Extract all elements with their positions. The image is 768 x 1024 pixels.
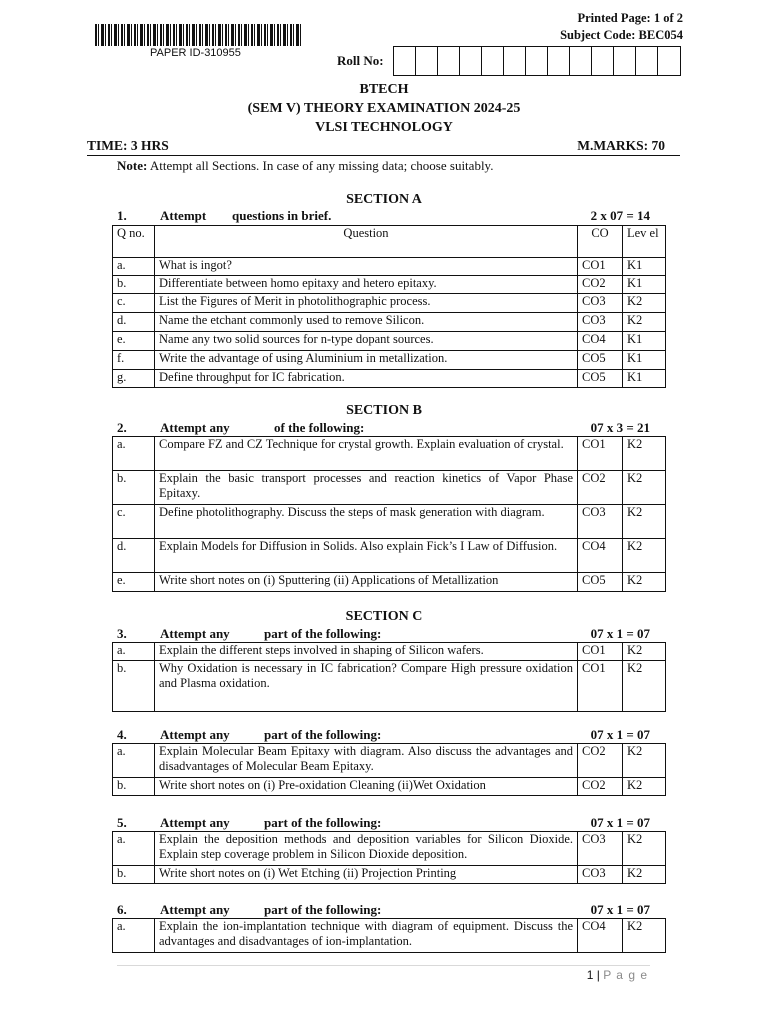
row-qno: b. (113, 276, 155, 294)
row-level: K2 (623, 505, 666, 539)
row-level: K2 (623, 778, 666, 796)
col-qno: Q no. (113, 226, 155, 258)
instruction-part-2: part of the following: (264, 815, 382, 830)
table-row (113, 313, 666, 332)
col-question: Question (155, 226, 578, 258)
paper-id: PAPER ID-310955 (150, 47, 241, 59)
table-row (113, 661, 666, 712)
section-marks: 07 x 3 = 21 (590, 420, 650, 435)
row-question: Define photolithography. Discuss the steps of mask generation with diagram. (155, 505, 578, 539)
section-c-title: SECTION C (345, 609, 423, 624)
row-question: Explain the different steps involved in shaping of Silicon wafers. (155, 643, 578, 661)
row-co: CO1 (578, 258, 623, 276)
question-number: 6. (117, 902, 127, 917)
roll-number-boxes (393, 46, 681, 76)
table-header-row (113, 226, 666, 258)
row-question: Write short notes on (i) Pre-oxidation Cleaning (ii)Wet Oxidation (155, 778, 578, 796)
instruction-part-1: Attempt any (160, 420, 230, 435)
row-co: CO5 (578, 573, 623, 592)
row-level: K2 (623, 832, 666, 866)
row-level: K2 (623, 573, 666, 592)
row-question: Define throughput for IC fabrication. (155, 370, 578, 388)
page-number: 1 (586, 968, 594, 982)
instruction-part-2: of the following: (274, 420, 365, 435)
page-separator: | (596, 968, 600, 982)
row-co: CO1 (578, 661, 623, 712)
roll-label: Roll No: (337, 53, 384, 68)
row-co: CO2 (578, 778, 623, 796)
table-row (113, 471, 666, 505)
row-question: Write short notes on (i) Sputtering (ii) Applications of Metallization (155, 573, 578, 592)
instruction-part-2: part of the following: (264, 727, 382, 742)
instruction-part-1: Attempt any (160, 815, 230, 830)
footer-divider (117, 965, 650, 966)
question-number: 2. (117, 420, 127, 435)
question-number: 3. (117, 626, 127, 641)
instruction-part-2: part of the following: (264, 902, 382, 917)
row-co: CO4 (578, 919, 623, 953)
table-row (113, 351, 666, 370)
row-question: Explain Molecular Beam Epitaxy with diagram. Also discuss the advantages and disadvantages of Molecular Beam Epitaxy. (155, 744, 578, 778)
row-level: K2 (623, 313, 666, 332)
row-qno: c. (113, 505, 155, 539)
row-co: CO3 (578, 832, 623, 866)
question-number: 1. (117, 208, 127, 223)
row-question: Name the etchant commonly used to remove Silicon. (155, 313, 578, 332)
row-co: CO3 (578, 505, 623, 539)
row-question: What is ingot? (155, 258, 578, 276)
row-qno: a. (113, 258, 155, 276)
row-level: K1 (623, 351, 666, 370)
row-co: CO3 (578, 294, 623, 313)
row-question: Explain the basic transport processes and reaction kinetics of Vapor Phase Epitaxy. (155, 471, 578, 505)
row-qno: a. (113, 919, 155, 953)
row-question: Explain Models for Diffusion in Solids. Also explain Fick’s I Law of Diffusion. (155, 539, 578, 573)
barcode (95, 24, 303, 46)
table-row (113, 276, 666, 294)
table-row (113, 505, 666, 539)
row-qno: g. (113, 370, 155, 388)
section-marks: 2 x 07 = 14 (590, 208, 650, 223)
section-b-title: SECTION B (346, 403, 422, 418)
row-level: K2 (623, 437, 666, 471)
table-row (113, 370, 666, 388)
section-a-table (112, 225, 666, 388)
row-level: K2 (623, 866, 666, 884)
table-row (113, 643, 666, 661)
q4-table (112, 743, 666, 796)
row-qno: b. (113, 471, 155, 505)
subject-title: VLSI TECHNOLOGY (315, 120, 453, 135)
row-question: Write short notes on (i) Wet Etching (ii) Projection Printing (155, 866, 578, 884)
program-title: BTECH (359, 82, 409, 97)
instruction-part-1: Attempt any (160, 727, 230, 742)
row-level: K1 (623, 258, 666, 276)
max-marks: M.MARKS: 70 (577, 138, 665, 153)
instruction-part-1: Attempt (160, 208, 207, 223)
row-question: Why Oxidation is necessary in IC fabrication? Compare High pressure oxidation and Plasma oxidation. (155, 661, 578, 712)
section-marks: 07 x 1 = 07 (590, 727, 650, 742)
q6-table (112, 918, 666, 953)
row-qno: b. (113, 661, 155, 712)
row-qno: c. (113, 294, 155, 313)
col-co: CO (578, 226, 623, 258)
page-footer (587, 968, 648, 982)
table-row (113, 573, 666, 592)
note-label: Note: (117, 158, 148, 173)
row-qno: a. (113, 832, 155, 866)
question-number: 4. (117, 727, 127, 742)
q3-table (112, 642, 666, 712)
section-a-title: SECTION A (346, 192, 422, 207)
header-divider (87, 155, 680, 156)
row-co: CO2 (578, 276, 623, 294)
row-qno: f. (113, 351, 155, 370)
row-qno: d. (113, 539, 155, 573)
table-row (113, 294, 666, 313)
row-question: Write the advantage of using Aluminium in metallization. (155, 351, 578, 370)
row-qno: a. (113, 437, 155, 471)
row-level: K2 (623, 661, 666, 712)
row-level: K1 (623, 276, 666, 294)
row-co: CO2 (578, 744, 623, 778)
row-question: Name any two solid sources for n-type dopant sources. (155, 332, 578, 351)
table-row (113, 539, 666, 573)
row-qno: a. (113, 643, 155, 661)
row-question: Compare FZ and CZ Technique for crystal growth. Explain evaluation of crystal. (155, 437, 578, 471)
row-co: CO4 (578, 539, 623, 573)
row-level: K2 (623, 539, 666, 573)
row-question: Explain the deposition methods and deposition variables for Silicon Dioxide. Explain step coverage problem in Silicon Dioxide deposition. (155, 832, 578, 866)
row-level: K1 (623, 370, 666, 388)
table-row (113, 332, 666, 351)
note (117, 158, 493, 174)
row-level: K2 (623, 744, 666, 778)
table-row (113, 744, 666, 778)
section-marks: 07 x 1 = 07 (590, 815, 650, 830)
q5-table (112, 831, 666, 884)
table-row (113, 866, 666, 884)
col-level: Lev el (623, 226, 666, 258)
table-row (113, 832, 666, 866)
row-co: CO4 (578, 332, 623, 351)
row-qno: b. (113, 778, 155, 796)
section-marks: 07 x 1 = 07 (590, 902, 650, 917)
row-level: K1 (623, 332, 666, 351)
instruction-part-2: questions in brief. (232, 208, 332, 223)
table-row (113, 778, 666, 796)
note-text: Attempt all Sections. In case of any missing data; choose suitably. (149, 158, 494, 173)
row-co: CO5 (578, 370, 623, 388)
row-co: CO3 (578, 313, 623, 332)
time-label: TIME: 3 HRS (87, 138, 169, 153)
subject-code: Subject Code: BEC054 (560, 28, 683, 42)
row-qno: a. (113, 744, 155, 778)
row-question: Explain the ion-implantation technique with diagram of equipment. Discuss the advantages and disadvantages of ion-implantation. (155, 919, 578, 953)
instruction-part-1: Attempt any (160, 902, 230, 917)
instruction-part-2: part of the following: (264, 626, 382, 641)
section-marks: 07 x 1 = 07 (590, 626, 650, 641)
row-qno: b. (113, 866, 155, 884)
printed-page: Printed Page: 1 of 2 (577, 11, 683, 25)
section-b-table (112, 436, 666, 592)
row-co: CO1 (578, 437, 623, 471)
row-question: List the Figures of Merit in photolithographic process. (155, 294, 578, 313)
exam-title: (SEM V) THEORY EXAMINATION 2024-25 (247, 101, 521, 116)
row-qno: d. (113, 313, 155, 332)
row-qno: e. (113, 332, 155, 351)
row-co: CO5 (578, 351, 623, 370)
row-co: CO2 (578, 471, 623, 505)
row-level: K2 (623, 643, 666, 661)
row-co: CO3 (578, 866, 623, 884)
row-level: K2 (623, 919, 666, 953)
instruction-part-1: Attempt any (160, 626, 230, 641)
row-level: K2 (623, 471, 666, 505)
table-row (113, 919, 666, 953)
table-row (113, 437, 666, 471)
question-number: 5. (117, 815, 127, 830)
page-label: P a g e (603, 968, 648, 982)
row-co: CO1 (578, 643, 623, 661)
table-row (113, 258, 666, 276)
row-level: K2 (623, 294, 666, 313)
row-qno: e. (113, 573, 155, 592)
row-question: Differentiate between homo epitaxy and hetero epitaxy. (155, 276, 578, 294)
